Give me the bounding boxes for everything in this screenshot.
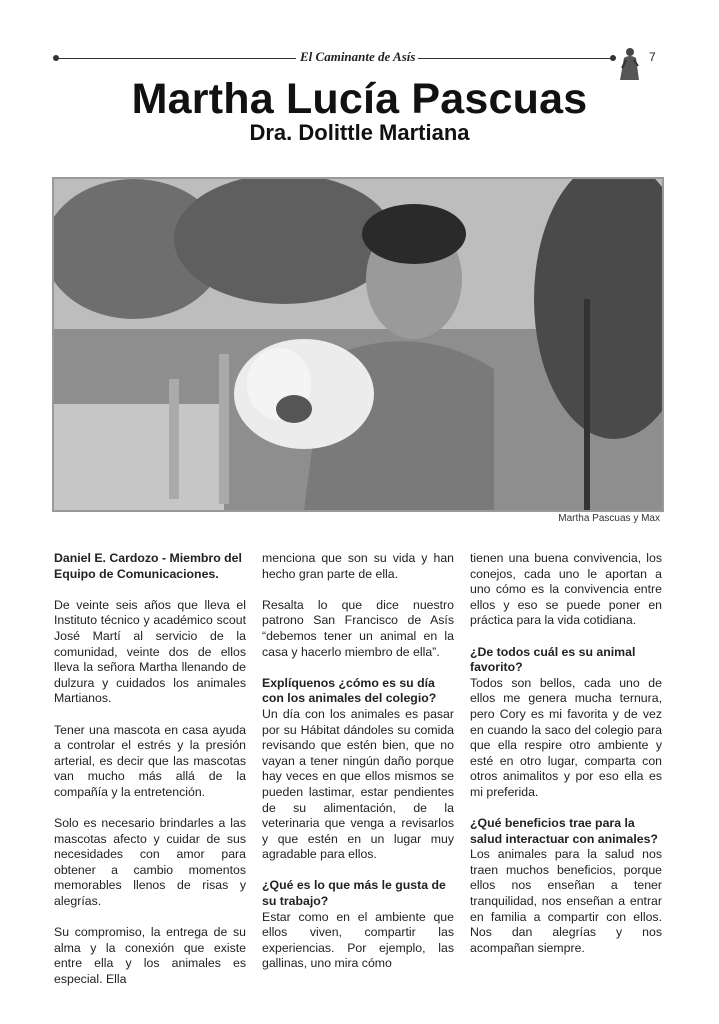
header-rule-right [418, 58, 612, 59]
paragraph: Tener una mascota en casa ayuda a controlar el estrés y la presión arterial, es decir que las mascotas van mucho más allá de la compañía y la entretención. [54, 722, 246, 799]
article-photo [52, 177, 664, 512]
interview-question: Explíquenos ¿cómo es su día con los animales del colegio? [262, 675, 437, 706]
paragraph: Resalta lo que dice nuestro patrono San Francisco de Asís “debemos tener un animal en la casa y hacerlo miembro de ella”. [262, 597, 454, 659]
interview-question: ¿De todos cuál es su animal favorito? [470, 644, 636, 675]
publication-name: El Caminante de Asís [300, 49, 416, 64]
paragraph: tienen una buena convivencia, los conejos, cada uno le aportan a uno cómo es la convivencia entre ellos y eso se puede poner en práctica para la vida cotidiana. [470, 551, 662, 628]
interview-answer: Un día con los animales es pasar por su Hábitat dándoles su comida revisando que estén bien, que no vayan a tener ningún daño porque hay veces en que ellos mismos se pueden lastimar, estar pendientes de su alimentación, de la veterinaria que venga a revisarlos y que estén en un lugar muy agradable para ellos. [262, 706, 454, 862]
interview-answer: Los animales para la salud nos traen muchos beneficios, porque ellos nos enseñan a tener tranquilidad, nos enseñan a entrar en familia a compartir con ellos. Nos dan alegrías y nos acompañan siempre. [470, 847, 662, 955]
interview-answer: Estar como en el ambiente que ellos viven, compartir las experiencias. Por ejemplo, las gallinas, uno mira cómo [262, 909, 454, 971]
article-column-3 [470, 551, 662, 972]
article-column-2 [262, 551, 454, 988]
paragraph: Su compromiso, la entrega de su alma y la conexión que existe entre ella y los animales es especial. Ella [54, 925, 246, 987]
paragraph: De veinte seis años que lleva el Instituto técnico y académico scout José Martí al servicio de la comunidad, veinte dos de ellos lleva la señora Martha llenando de dulzura y cuidados los animales Martianos. [54, 597, 246, 706]
article-title: Martha Lucía Pascuas [131, 75, 588, 123]
paragraph: Solo es necesario brindarles a las mascotas afecto y cuidar de sus necesidades con amor para obtener a cambio momentos memorables llenos de risas y alegrías. [54, 816, 246, 909]
photo-caption: Martha Pascuas y Max [558, 513, 660, 524]
interview-question: ¿Qué beneficios trae para la salud interactuar con animales? [470, 816, 658, 846]
interview-question: ¿Qué es lo que más le gusta de su trabajo? [262, 878, 446, 909]
article-subtitle: Dra. Dolittle Martiana [249, 120, 470, 145]
header-rule-left [56, 58, 296, 59]
paragraph: menciona que son su vida y han hecho gran parte de ella. [262, 551, 454, 581]
page-number: 7 [649, 50, 656, 64]
article-byline: Daniel E. Cardozo - Miembro del Equipo de Comunicaciones. [54, 551, 242, 581]
article-column-1 [54, 551, 246, 1003]
interview-answer: Todos son bellos, cada uno de ellos me genera mucha ternura, pero Cory es mi favorita y de vez en cuando la saco del colegio para que ella respire otro ambiente y esté en otro lugar, comparta con otros animalitos y por eso ella es mi preferida. [470, 675, 662, 799]
